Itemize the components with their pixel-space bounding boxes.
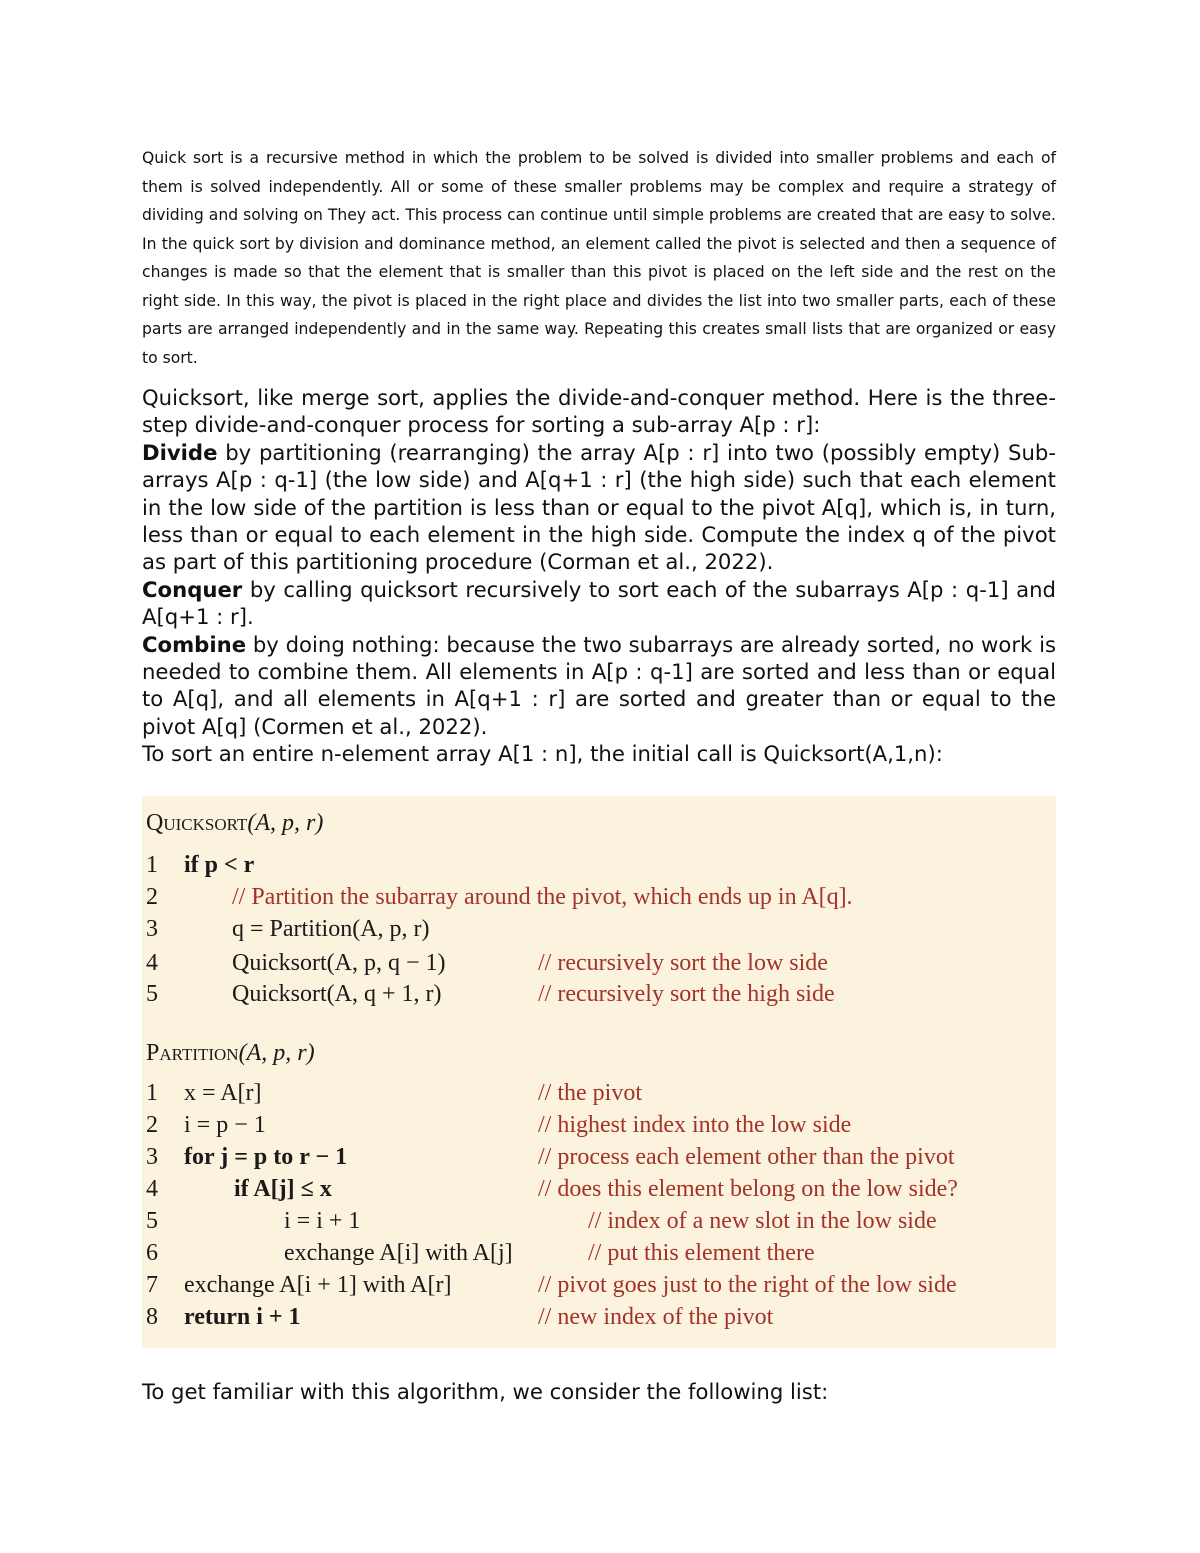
line-code: x = A[r] — [184, 1080, 262, 1106]
line-code: Quicksort(A, p, q − 1) — [232, 950, 446, 976]
line-comment: // process each element other than the pivot — [538, 1144, 955, 1170]
initial-call-text: To sort an entire n-element array A[1 : n], the initial call is Quicksort(A,1,n): — [142, 741, 943, 767]
line-number: 8 — [146, 1304, 158, 1330]
line-number: 2 — [146, 1112, 158, 1138]
overview-text: Quicksort, like merge sort, applies the divide-and-conquer method. Here is the three-step divide-and-conquer process for sorting a sub-array A[p : r]: — [142, 385, 1056, 438]
line-number: 1 — [146, 852, 158, 878]
divide-label: Divide — [142, 439, 218, 465]
line-comment: // index of a new slot in the low side — [588, 1208, 937, 1234]
line-code: i = i + 1 — [284, 1208, 361, 1234]
line-comment: // does this element belong on the low side? — [538, 1176, 958, 1202]
divide-step — [142, 439, 1056, 576]
partition-name: Partition — [146, 1040, 239, 1066]
line-code: i = p − 1 — [184, 1112, 266, 1138]
line-code: if A[j] ≤ x — [234, 1176, 332, 1202]
conquer-label: Conquer — [142, 576, 243, 602]
closing-text: To get familiar with this algorithm, we consider the following list: — [142, 1379, 829, 1404]
conquer-text: by calling quicksort recursively to sort each of the subarrays A[p : q-1] and A[q+1 : r]. — [142, 576, 1056, 630]
line-number: 6 — [146, 1240, 158, 1266]
pseudocode-figure — [142, 796, 1056, 1348]
line-number: 3 — [146, 1144, 158, 1170]
partition-params: (A, p, r) — [238, 1040, 315, 1066]
line-comment: // new index of the pivot — [538, 1304, 774, 1330]
line-code: for j = p to r − 1 — [184, 1144, 348, 1170]
line-code: exchange A[i + 1] with A[r] — [184, 1272, 452, 1298]
line-number: 1 — [146, 1080, 158, 1106]
combine-text: by doing nothing: because the two subarrays are already sorted, no work is needed to combine them. All elements in A[p : q-1] are sorted and less than or equal to A[q], and all elements in A[q+1 : r] are sorted and greater than or equal to the pivot A[q] (Cormen et al., 2022). — [142, 631, 1056, 739]
quicksort-params: (A, p, r) — [247, 810, 324, 836]
quicksort-name: Quicksort — [146, 810, 248, 836]
divide-text: by partitioning (rearranging) the array A[p : r] into two (possibly empty) Sub-arrays A[p : q-1] (the low side) and A[q+1 : r] (the high side) such that each element in the low side of the partition is less than or equal to the pivot A[q], which is, in turn, less than or equal to each element in the high side. Compute the index q of the pivot as part of this partitioning procedure (Corman et al., 2022). — [142, 439, 1056, 575]
combine-label: Combine — [142, 631, 247, 657]
intro-paragraph: Quick sort is a recursive method in which the problem to be solved is divided into smaller problems and each of them is solved independently. All or some of these smaller problems may be complex and require a strategy of dividing and solving on They act. This process can continue until simple problems are created that are easy to solve. In the quick sort by division and dominance method, an element called the pivot is selected and then a sequence of changes is made so that the element that is smaller than this pivot is placed on the left side and the rest on the right side. In this way, the pivot is placed in the right place and divides the list into two smaller parts, each of these parts are arranged independently and in the same way. Repeating this creates small lists that are organized or easy to sort. — [142, 149, 1056, 367]
line-comment: // put this element there — [588, 1240, 815, 1266]
line-number: 4 — [146, 1176, 158, 1202]
line-comment: // the pivot — [538, 1080, 642, 1106]
line-number: 5 — [146, 981, 158, 1007]
line-code: Quicksort(A, q + 1, r) — [232, 981, 442, 1007]
line-comment: // pivot goes just to the right of the low side — [538, 1272, 957, 1298]
line-comment: // recursively sort the high side — [538, 981, 835, 1007]
line-number: 5 — [146, 1208, 158, 1234]
line-number: 3 — [146, 916, 158, 942]
line-code: q = Partition(A, p, r) — [232, 916, 430, 942]
quicksort-header — [146, 810, 323, 837]
line-code: return i + 1 — [184, 1304, 301, 1330]
partition-header — [146, 1040, 315, 1067]
line-code: if p < r — [184, 852, 255, 878]
line-number: 2 — [146, 884, 158, 910]
line-comment: // highest index into the low side — [538, 1112, 852, 1138]
explanation-block — [142, 384, 1056, 768]
line-code: exchange A[i] with A[j] — [284, 1240, 513, 1266]
conquer-step — [142, 576, 1056, 631]
combine-step — [142, 631, 1056, 741]
line-comment: // recursively sort the low side — [538, 950, 828, 976]
line-number: 7 — [146, 1272, 158, 1298]
line-number: 4 — [146, 950, 158, 976]
line-comment: // Partition the subarray around the pivot, which ends up in A[q]. — [232, 884, 853, 910]
